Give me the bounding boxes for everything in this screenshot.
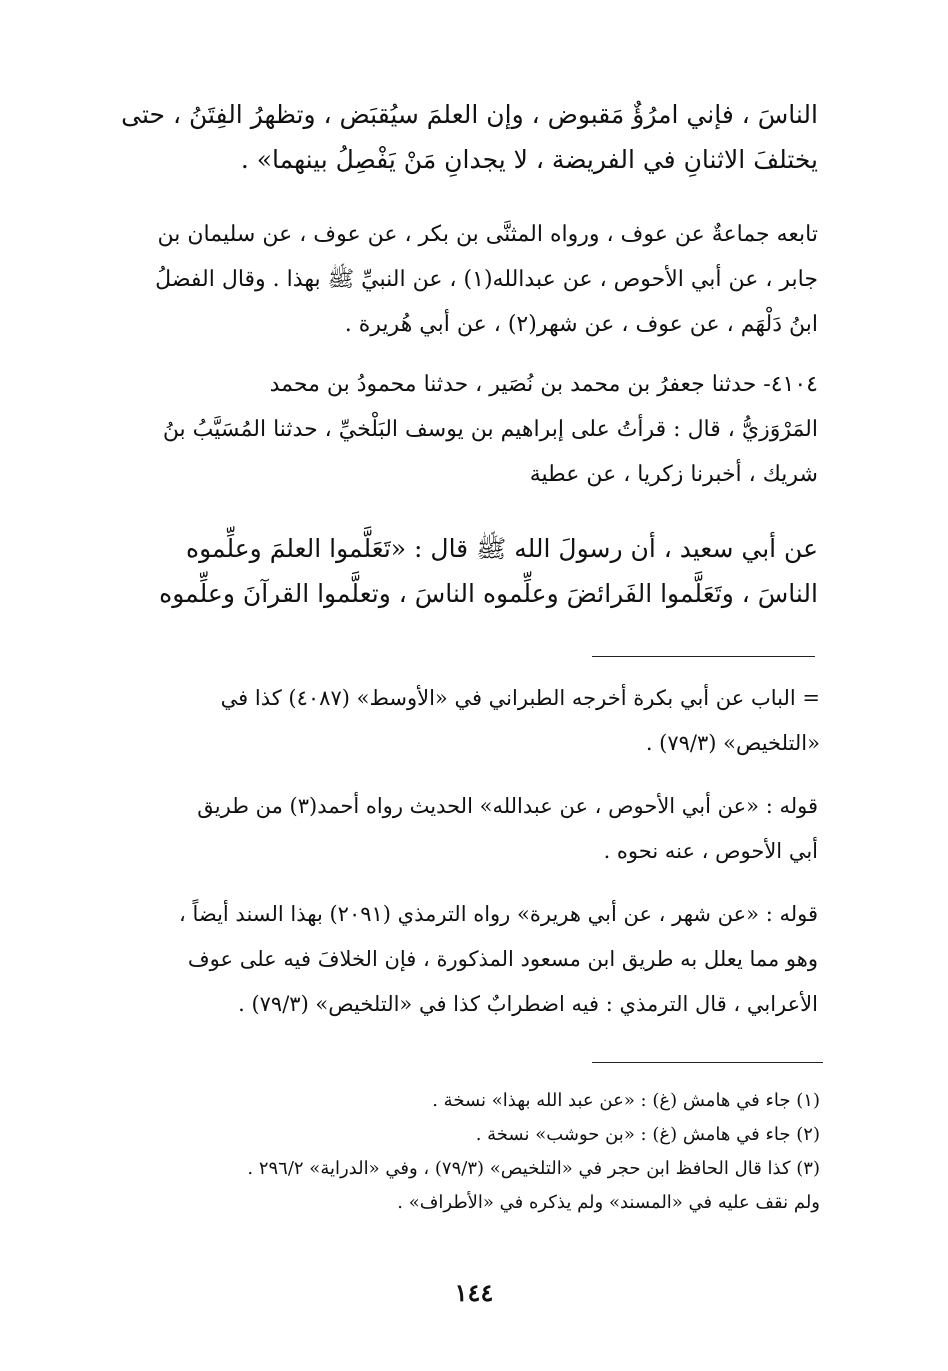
commentary-paragraph-1: [113, 784, 818, 874]
text-line: ابنُ دَلْهَم ، عن عوف ، عن شهر(٢) ، عن أبي هُريرة .: [344, 312, 818, 337]
text-line: المَرْوَزيُّ ، قال : قرأتُ على إبراهيم بن يوسف البَلْخيِّ ، حدثنا المُسَيَّبُ بنُ: [162, 417, 818, 442]
footnote-1: (١) جاء في هامش (غ) : «عن عبد الله بهذا» نسخة .: [432, 1090, 820, 1111]
text-line: قوله : «عن أبي الأحوص ، عن عبدالله» الحديث رواه أحمد(٣) من طريق: [197, 794, 818, 818]
footnote-2: (٢) جاء في هامش (غ) : «بن حوشب» نسخة .: [475, 1124, 820, 1145]
text-line: تابعه جماعةٌ عن عوف ، ورواه المثنَّى بن بكر ، عن عوف ، عن سليمان بن: [157, 222, 818, 247]
mutaba-paragraph: [113, 212, 818, 347]
text-line: وهو مما يعلل به طريق ابن مسعود المذكورة ، فإن الخلافَ فيه على عوف: [187, 947, 818, 971]
footnote-separator: [592, 1062, 823, 1063]
footnote-3: (٣) كذا قال الحافظ ابن حجر في «التلخيص» (٧٩/٣) ، وفي «الدراية» ٢٩٦/٢ .: [247, 1158, 820, 1179]
commentary-continuation: [111, 676, 820, 766]
text-line: جابر ، عن أبي الأحوص ، عن عبدالله(١) ، عن النبيِّ ﷺ بهذا . وقال الفضلُ: [155, 267, 818, 292]
text-line: = الباب عن أبي بكرة أخرجه الطبراني في «الأوسط» (٤٠٨٧) كذا في: [220, 686, 820, 710]
footnote-3-continued: ولم نقف عليه في «المسند» ولم يذكره في «الأطراف» .: [397, 1192, 820, 1213]
text-line: ٤١٠٤- حدثنا جعفرُ بن محمد بن نُصَير ، حدثنا محمودُ بن محمد: [269, 372, 818, 397]
text-line: عن أبي سعيد ، أن رسولَ الله ﷺ قال : «تَعَلَّموا العلمَ وعلِّموه: [186, 534, 818, 563]
footnotes: [120, 1084, 820, 1220]
page-number: ١٤٤: [454, 1278, 494, 1307]
text-line: الناسَ ، وتَعَلَّموا الفَرائضَ وعلِّموه الناسَ ، وتعلَّموا القرآنَ وعلِّموه: [159, 579, 818, 608]
text-line: قوله : «عن شهر ، عن أبي هريرة» رواه الترمذي (٢٠٩١) بهذا السند أيضاً ،: [179, 902, 818, 926]
text-line: الأعرابي ، قال الترمذي : فيه اضطرابٌ كذا في «التلخيص» (٧٩/٣) .: [238, 992, 818, 1016]
text-line: «التلخيص» (٧٩/٣) .: [645, 731, 820, 755]
hadith-4104-matn: [113, 526, 818, 616]
commentary-separator: [592, 656, 815, 657]
text-line: أبي الأحوص ، عنه نحوه .: [603, 839, 818, 863]
text-line: الناسَ ، فإني امرُؤٌ مَقبوض ، وإن العلمَ سيُقبَض ، وتظهرُ الفِتَنُ ، حتى: [121, 100, 818, 129]
commentary-paragraph-2: [113, 892, 818, 1027]
hadith-4104-isnad: [113, 362, 818, 497]
text-line: شريك ، أخبرنا زكريا ، عن عطية: [529, 462, 818, 487]
text-line: يختلفَ الاثنانِ في الفريضة ، لا يجدانِ مَنْ يَفْصِلُ بينهما» .: [240, 145, 818, 174]
hadith-text-top: [113, 92, 818, 182]
